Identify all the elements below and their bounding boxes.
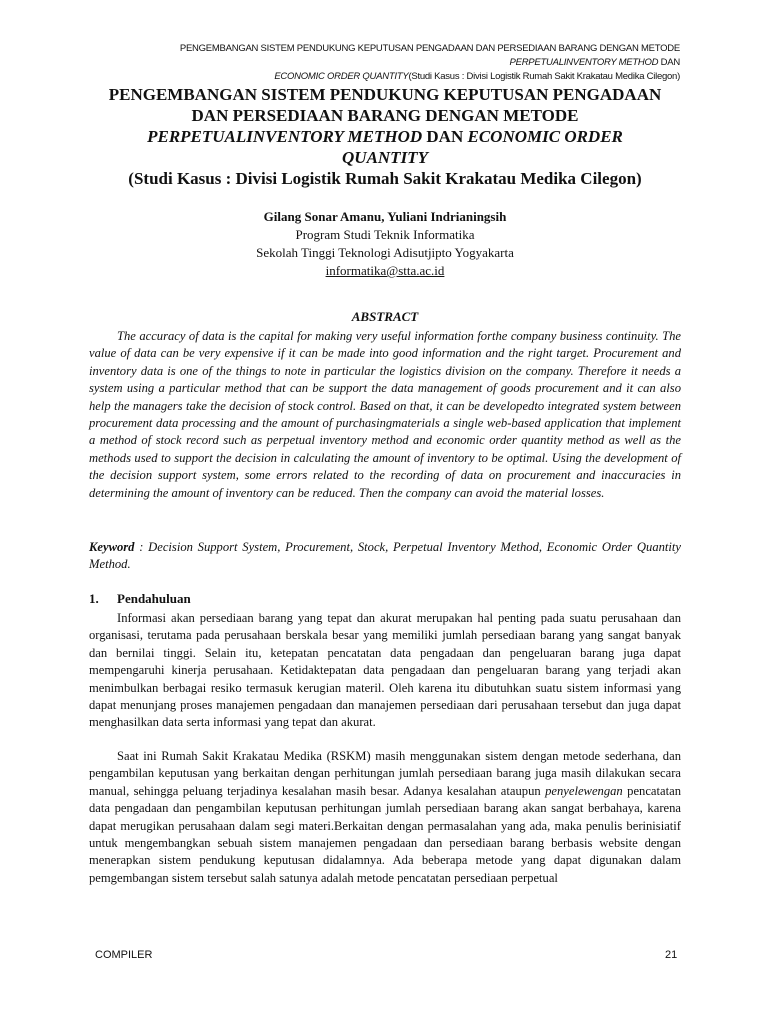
intro-paragraph-2-b: pencatatan data pengadaan dan pengambilan keputusan perhitungan jumlah persediaan barang akan sangat berbahaya, karena dapat merugikan perusahaan dalam segi materi.Berkaitan dengan permasalahan yang ada, maka penulis berinisiatif untuk mengembangkan sebuah sistem manajemen pengadaan dan persediaan barang berbasis website dengan menerapkan sistem pendukung keputusan didalamnya. Ada beberapa metode yang dapat digunakan dalam pemgembangan sistem tersebut salah satunya adalah metode pencatatan persediaan perpetual [89,783,681,885]
keywords [89,539,681,574]
intro-paragraph-1: Informasi akan persediaan barang yang tepat dan akurat merupakan hal penting pada suatu perusahaan dan organisasi, terutama pada perusahaan berskala besar yang memiliki jumlah persediaan barang yang sangat banyak dan bernilai tinggi. Selain itu, ketepatan pencatatan data pengadaan dan pengeluaran barang juga dapat mempengaruhi kinerja perusahaan. Ketidaktepatan data pengadaan dan pengeluaran barang yang terjadi akan menimbulkan berbagai resiko termasuk kerugian materil. Oleh karena itu dibutuhkan suatu sistem informasi yang dapat menunjang proses manajemen pengadaan dan manajemen persediaan dari perusahaan tersebut dan juga dapat menghasilkan data serta informasi yang tepat dan akurat. [89,611,681,730]
abstract-heading: ABSTRACT [351,309,419,324]
footer-journal-name: COMPILER [95,949,153,961]
keywords-text: : Decision Support System, Procurement, Stock, Perpetual Inventory Method, Economic Order Quantity Method. [89,540,681,572]
running-header-method: PERPETUALINVENTORY METHOD [509,57,659,68]
title-line-3 [80,126,690,147]
section-title: Pendahuluan [117,591,191,606]
title-quantity: QUANTITY [342,148,428,167]
title-and: DAN [422,127,468,146]
section-number: 1. [89,591,99,606]
title-line-1: PENGEMBANGAN SISTEM PENDUKUNG KEPUTUSAN PENGADAAN [108,85,662,104]
intro-paragraph-2 [89,748,681,887]
intro-paragraph-2-italic: penyelewengan [545,783,623,798]
author-names: Gilang Sonar Amanu, Yuliani Indrianingsih [263,209,507,224]
running-header-eoq: ECONOMIC ORDER QUANTITY [274,71,409,82]
intro-paragraph-2-a: Saat ini Rumah Sakit Krakatau Medika (RSKM) masih menggunakan sistem dengan metode sederhana, dan pengambilan keputusan yang berkaitan dengan perhitungan jumlah persediaan barang juga masih dilakukan secara manual, sehingga peluang terjadinya kesalahan masih besar. Adanya kesalahan ataupun [89,749,681,798]
running-header-case-study: (Studi Kasus : Divisi Logistik Rumah Sakit Krakatau Medika Cilegon) [408,71,680,82]
author-email-link[interactable]: informatika@stta.ac.id [325,263,445,278]
paper-title [80,84,690,189]
title-line-4 [80,147,690,168]
running-header-and: DAN [658,57,680,68]
author-program: Program Studi Teknik Informatika [295,227,475,242]
abstract-text: The accuracy of data is the capital for making very useful information forthe company business continuity. The value of data can be very expensive if it can be made into good information and the right target. Procurement and inventory data is one of the things to note in particular the logistics division on the company. Therefore it needs a system using a particular method that can be support the data management of goods procurement and it can also help the managers take the decision of stock control. Based on that, it can be developedto integrated system between procurement data processing and the amount of purchasingmaterials a single web-based application that implement a method of stock record such as perpetual inventory method and economic order quantity method as well as the methods used to support the decision in calculating the amount of inventory to be optimal. Using the development of the decision support system, some errors related to the recording of data on procurement and inaccuracies in determining the amount of inventory can be reduced. Then the company can avoid the material losses. [89,329,681,500]
author-institution: Sekolah Tinggi Teknologi Adisutjipto Yogyakarta [256,245,514,260]
running-header [80,42,680,84]
title-method-a: PERPETUALINVENTORY METHOD [147,127,423,146]
title-line-5: (Studi Kasus : Divisi Logistik Rumah Sakit Krakatau Medika Cilegon) [128,169,642,188]
section-heading [89,591,191,607]
author-block [80,208,690,280]
running-header-part1: PENGEMBANGAN SISTEM PENDUKUNG KEPUTUSAN PENGADAAN DAN PERSEDIAAN BARANG DENGAN METODE [179,43,680,54]
title-method-b: ECONOMIC ORDER [467,127,623,146]
footer-page-number: 21 [665,949,678,961]
keywords-label: Keyword [89,540,135,554]
title-line-2: DAN PERSEDIAAN BARANG DENGAN METODE [191,106,579,125]
